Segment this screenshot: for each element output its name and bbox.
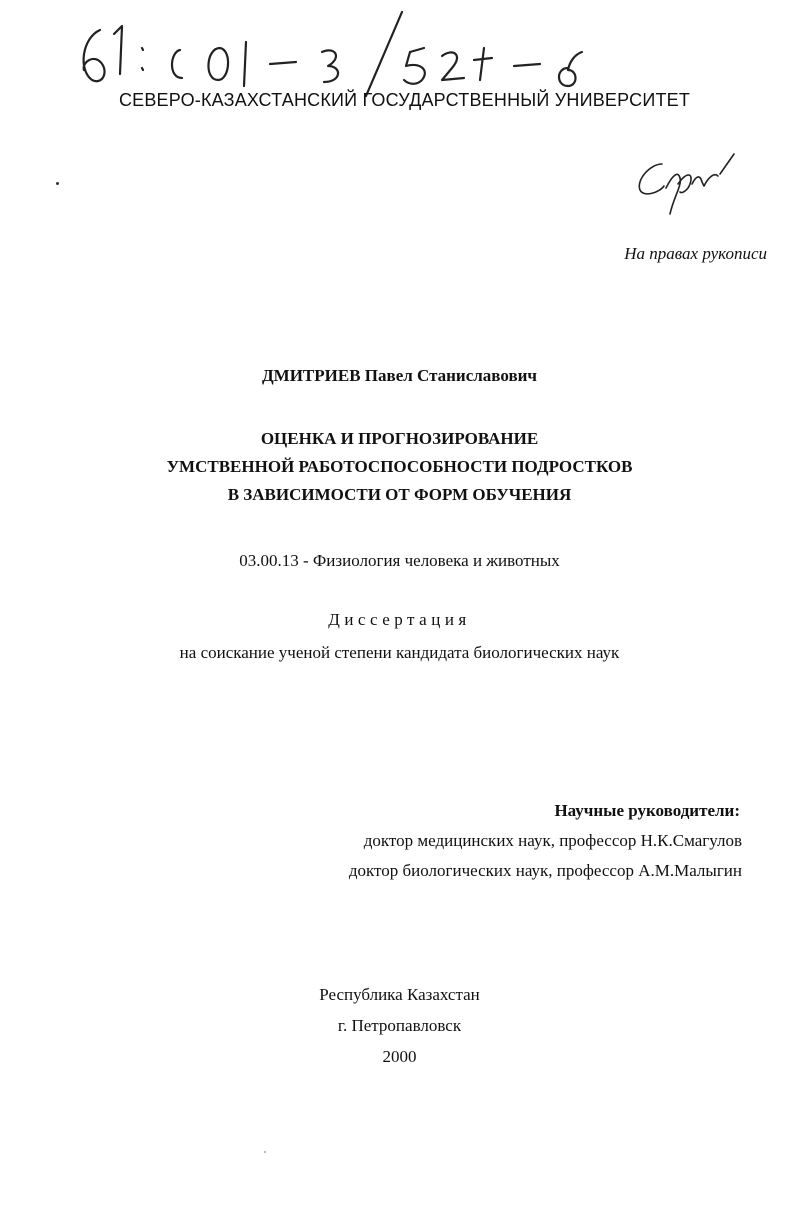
handwritten-archive-code: [70, 8, 610, 98]
specialty-code: 03.00.13 - Физиология человека и животных: [239, 551, 560, 570]
title-line: ОЦЕНКА И ПРОГНОЗИРОВАНИЕ: [260, 429, 539, 448]
scan-speck: [264, 1151, 266, 1153]
country: Республика Казахстан: [319, 985, 480, 1004]
manuscript-rights-note: На правах рукописи: [624, 244, 767, 263]
ink-speck: [56, 182, 59, 185]
title-line: УМСТВЕННОЙ РАБОТОСПОСОБНОСТИ ПОДРОСТКОВ: [166, 457, 633, 476]
handwritten-signature: [630, 150, 740, 225]
supervisor-item: доктор медицинских наук, профессор Н.К.Смагулов: [363, 831, 742, 850]
title-line: В ЗАВИСИМОСТИ ОТ ФОРМ ОБУЧЕНИЯ: [227, 485, 572, 504]
supervisors-block: [349, 796, 742, 886]
supervisor-item: доктор биологических наук, профессор А.М.Малыгин: [348, 861, 742, 880]
dissertation-title: [0, 425, 799, 509]
document-type: Диссертация: [328, 610, 471, 629]
degree-statement: на соискание ученой степени кандидата биологических наук: [179, 643, 620, 662]
university-name: СЕВЕРО-КАЗАХСТАНСКИЙ ГОСУДАРСТВЕННЫЙ УНИВЕРСИТЕТ: [118, 90, 691, 110]
year: 2000: [382, 1047, 417, 1066]
supervisors-heading: Научные руководители:: [554, 801, 740, 820]
city: г. Петропавловск: [337, 1016, 462, 1035]
place-and-year: [0, 979, 799, 1072]
author-name: ДМИТРИЕВ Павел Станиславович: [261, 366, 538, 385]
